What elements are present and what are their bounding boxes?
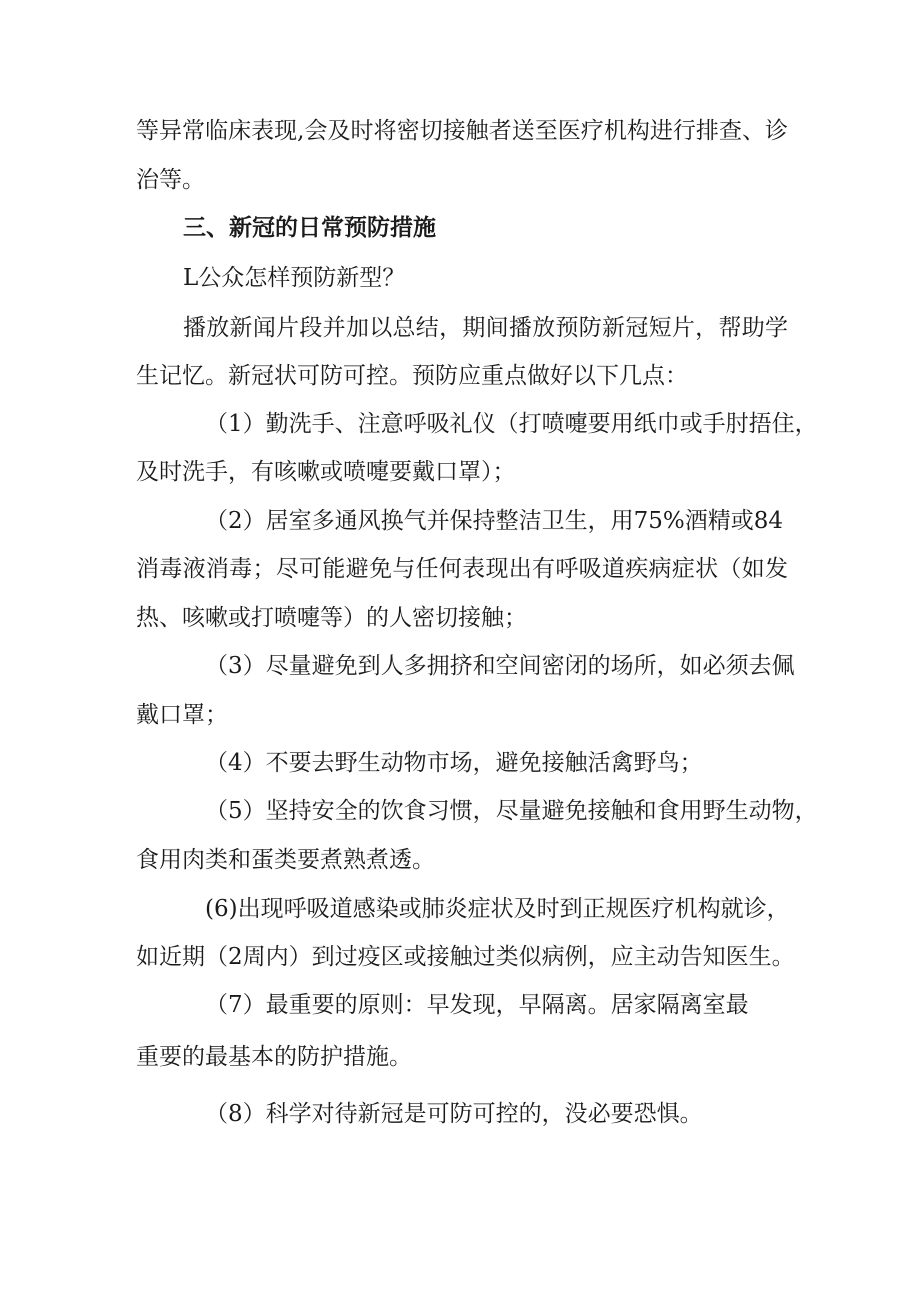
list-item-line: (6)出现呼吸道感染或肺炎症状及时到正规医疗机构就诊， xyxy=(205,896,790,922)
list-item-line: （4）不要去野生动物市场，避免接触活禽野鸟； xyxy=(205,750,703,776)
question-line: L公众怎样预防新型？ xyxy=(183,265,406,291)
list-item-line: 食用肉类和蛋类要煮熟煮透。 xyxy=(136,847,435,873)
paragraph-line: 等异常临床表现,会及时将密切接触者送至医疗机构进行排查、诊 xyxy=(136,118,788,144)
list-item-line: 消毒液消毒；尽可能避免与任何表现出有呼吸道疾病症状（如发 xyxy=(136,556,788,582)
list-item-line: （2）居室多通风换气并保持整洁卫生，用75%酒精或84 xyxy=(205,508,784,534)
paragraph-line: 生记忆。新冠状可防可控。预防应重点做好以下几点： xyxy=(136,363,688,389)
list-item-line: （5）坚持安全的饮食习惯，尽量避免接触和食用野生动物， xyxy=(205,798,818,824)
list-item-line: （7）最重要的原则：早发现，早隔离。居家隔离室最 xyxy=(205,992,749,1018)
list-item-line: （1）勤洗手、注意呼吸礼仪（打喷嚏要用纸巾或手肘捂住， xyxy=(205,411,818,437)
list-item-line: 及时洗手，有咳嗽或喷嚏要戴口罩）； xyxy=(136,459,516,485)
list-item-line: （3）尽量避免到人多拥挤和空间密闭的场所，如必须去佩 xyxy=(205,653,795,679)
list-item-line: 重要的最基本的防护措施。 xyxy=(136,1044,412,1070)
list-item-line: （8）科学对待新冠是可防可控的，没必要恐惧。 xyxy=(205,1101,703,1127)
section-heading: 三、新冠的日常预防措施 xyxy=(183,215,436,241)
paragraph-line: 治等。 xyxy=(136,167,205,193)
list-item-line: 戴口罩； xyxy=(136,702,228,728)
list-item-line: 如近期（2周内）到过疫区或接触过类似病例，应主动告知医生。 xyxy=(136,944,795,970)
list-item-line: 热、咳嗽或打喷嚏等）的人密切接触； xyxy=(136,605,527,631)
paragraph-line: 播放新闻片段并加以总结，期间播放预防新冠短片，帮助学 xyxy=(183,315,788,341)
